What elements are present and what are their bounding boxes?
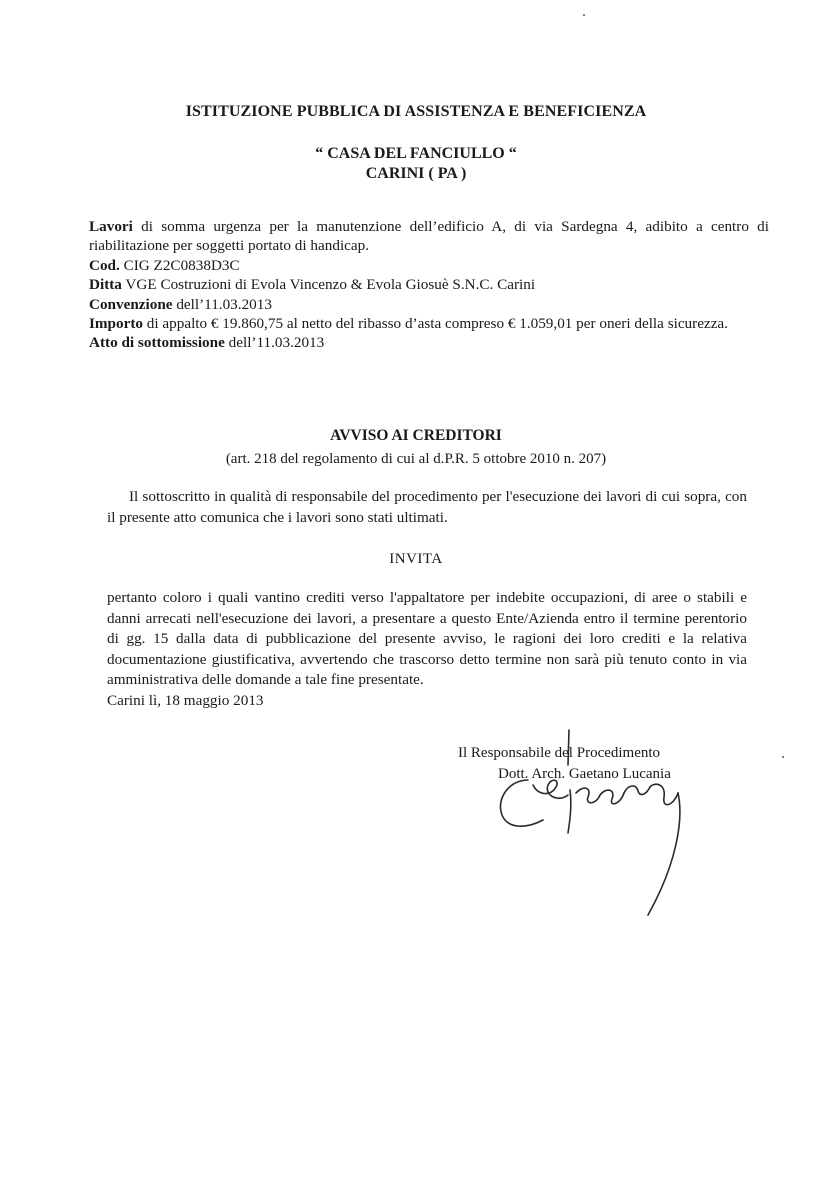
notice-paragraph-2 bbox=[107, 588, 747, 712]
ditta-label: Ditta bbox=[89, 276, 122, 294]
cod-label: Cod. bbox=[89, 256, 120, 274]
scan-speck bbox=[583, 14, 585, 16]
importo-line bbox=[89, 314, 769, 333]
notice-reference: (art. 218 del regolamento di cui al d.P.R. 5 ottobre 2010 n. 207) bbox=[225, 451, 607, 467]
ditta-text: VGE Costruzioni di Evola Vincenzo & Evola Giosuè S.N.C. Carini bbox=[121, 276, 536, 294]
handwritten-signature bbox=[488, 725, 708, 925]
convenzione-text: dell’11.03.2013 bbox=[172, 295, 272, 313]
notice-paragraph-1-text: Il sottoscritto in qualità di responsabile del procedimento per l'esecuzione dei lavori di cui sopra, con il presente atto comunica che i lavori sono stati ultimati. bbox=[107, 488, 747, 526]
contract-info bbox=[89, 217, 769, 353]
importo-text: di appalto € 19.860,75 al netto del ribasso d’asta compreso € 1.059,01 per oneri della sicurezza. bbox=[143, 315, 728, 333]
convenzione-line bbox=[89, 295, 769, 314]
convenzione-label: Convenzione bbox=[89, 295, 173, 313]
atto-label: Atto di sottomissione bbox=[89, 334, 225, 352]
atto-line bbox=[89, 333, 769, 352]
date-line: Carini lì, 18 maggio 2013 bbox=[107, 691, 264, 709]
institution-name: “ CASA DEL FANCIULLO “ bbox=[315, 145, 517, 162]
signature-role: Il Responsabile del Procedimento bbox=[458, 745, 661, 761]
scan-speck bbox=[782, 756, 784, 758]
notice-title: AVVISO AI CREDITORI bbox=[330, 427, 502, 444]
notice-paragraph-1 bbox=[107, 486, 747, 528]
invita-heading: INVITA bbox=[389, 551, 443, 567]
lavori-label: Lavori bbox=[89, 218, 133, 235]
lavori-line bbox=[89, 217, 769, 256]
institution-heading: ISTITUZIONE PUBBLICA DI ASSISTENZA E BENEFICIENZA bbox=[185, 103, 647, 120]
cod-text: CIG Z2C0838D3C bbox=[119, 256, 240, 274]
atto-text: dell’11.03.2013 bbox=[224, 334, 325, 352]
notice-paragraph-2-text: pertanto coloro i quali vantino crediti verso l'appaltatore per indebite occupazioni, di aree o stabili e danni arrecati nell'esecuzione dei lavori, a presentare a questo Ente/Azienda entro il termine perentorio di gg. 15 dalla data di pubblicazione del presente avviso, le ragioni dei loro crediti e la relativa documentazione giustificativa, avvertendo che trascorso detto termine non sarà più tenuto conto in via amministrativa delle domande a tale fine presentate. bbox=[107, 589, 747, 689]
cod-line bbox=[89, 256, 769, 275]
institution-place: CARINI ( PA ) bbox=[365, 165, 467, 182]
lavori-text: di somma urgenza per la manutenzione dell’edificio A, di via Sardegna 4, adibito a centro di riabilitazione per soggetti portato di handicap. bbox=[89, 218, 769, 255]
ditta-line bbox=[89, 275, 769, 294]
signature-name: Dott. Arch. Gaetano Lucania bbox=[498, 766, 671, 782]
importo-label: Importo bbox=[89, 315, 143, 333]
